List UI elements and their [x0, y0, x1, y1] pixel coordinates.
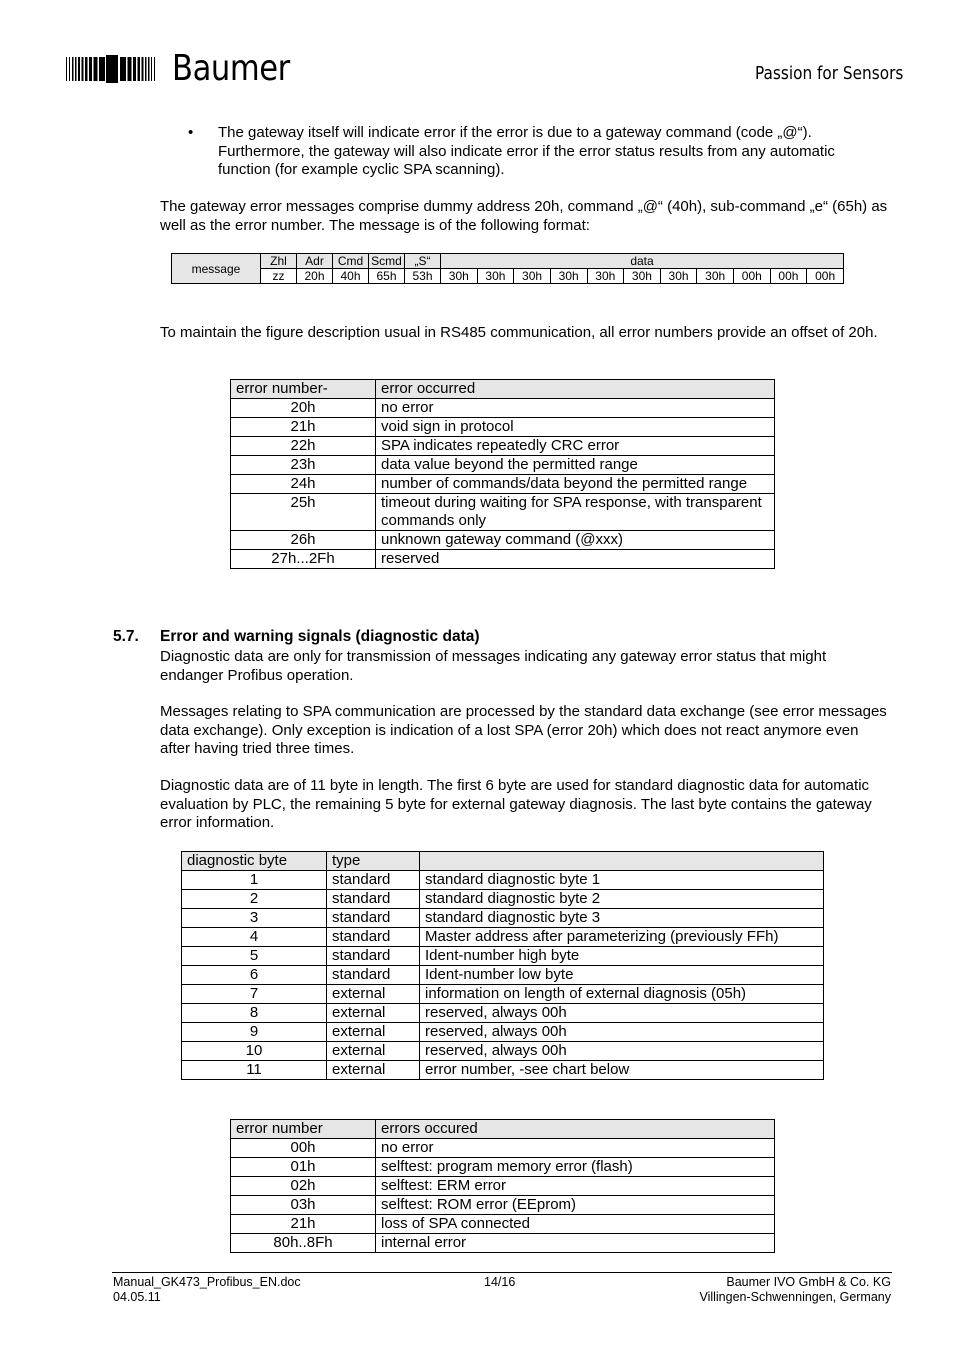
format-value: 30h [624, 269, 661, 284]
table-cell: reserved, always 00h [420, 1004, 824, 1023]
table-cell: standard [327, 890, 420, 909]
table-cell: 80h..8Fh [231, 1234, 376, 1253]
format-value: 30h [550, 269, 587, 284]
format-value: 53h [405, 269, 441, 284]
offset-paragraph: To maintain the figure description usual in RS485 communication, all error numbers provide an offset of 20h. [160, 324, 878, 341]
table-cell: internal error [376, 1234, 775, 1253]
table-header: error occurred [376, 380, 775, 399]
table-cell: 1 [182, 871, 327, 890]
table-cell: external [327, 1004, 420, 1023]
table-cell: 21h [231, 418, 376, 437]
table-cell: 25h [231, 494, 376, 531]
table-cell: data value beyond the permitted range [376, 456, 775, 475]
table-row [182, 909, 824, 928]
error-table-2 [230, 1119, 775, 1253]
table-cell: 27h...2Fh [231, 550, 376, 569]
table-cell: external [327, 1061, 420, 1080]
table-row [231, 494, 775, 531]
table-cell: selftest: program memory error (flash) [376, 1158, 775, 1177]
format-header: Zhl [261, 254, 297, 269]
table-cell: no error [376, 1139, 775, 1158]
table-cell: 21h [231, 1215, 376, 1234]
diagnostic-table [181, 851, 824, 1080]
format-value: 00h [807, 269, 844, 284]
format-value: 30h [477, 269, 514, 284]
format-header: „S“ [405, 254, 441, 269]
section-paragraph-1: Diagnostic data are only for transmission of messages indicating any gateway error status that might endanger Profibus operation. [160, 648, 827, 684]
table-row [182, 928, 824, 947]
table-cell: 3 [182, 909, 327, 928]
format-value: 30h [441, 269, 478, 284]
table-cell: 20h [231, 399, 376, 418]
footer-doc: Manual_GK473_Profibus_EN.doc [113, 1275, 301, 1289]
table-row [231, 418, 775, 437]
format-header-data: data [441, 254, 844, 269]
table-cell: 11 [182, 1061, 327, 1080]
table-cell: unknown gateway command (@xxx) [376, 531, 775, 550]
table-header: errors occured [376, 1120, 775, 1139]
table-row [182, 1061, 824, 1080]
footer-date: 04.05.11 [113, 1290, 161, 1304]
table-cell: error number, -see chart below [420, 1061, 824, 1080]
table-row [231, 1177, 775, 1196]
table-cell: Ident-number high byte [420, 947, 824, 966]
table-row [231, 399, 775, 418]
table-cell: standard diagnostic byte 1 [420, 871, 824, 890]
table-cell: 22h [231, 437, 376, 456]
table-cell: information on length of external diagnosis (05h) [420, 985, 824, 1004]
table-cell: 01h [231, 1158, 376, 1177]
section-paragraph-2: Messages relating to SPA communication are processed by the standard data exchange (see error messages data exchange). Only exception is indication of a lost SPA (error 20h) which does not react anymore even after having tried three times. [160, 703, 887, 757]
table-row [182, 1023, 824, 1042]
table-cell: selftest: ERM error [376, 1177, 775, 1196]
table-row [231, 437, 775, 456]
table-row [182, 985, 824, 1004]
format-header: Adr [297, 254, 333, 269]
table-cell: standard [327, 871, 420, 890]
format-header: Scmd [369, 254, 405, 269]
table-row [182, 871, 824, 890]
table-cell: 2 [182, 890, 327, 909]
table-header: error number [231, 1120, 376, 1139]
table-cell: external [327, 1023, 420, 1042]
table-header: diagnostic byte [182, 852, 327, 871]
brand-name: Baumer [172, 48, 290, 89]
table-cell: 03h [231, 1196, 376, 1215]
section-title: Error and warning signals (diagnostic data) [160, 628, 480, 645]
table-cell: SPA indicates repeatedly CRC error [376, 437, 775, 456]
table-cell: 7 [182, 985, 327, 1004]
table-cell: standard [327, 928, 420, 947]
section-number: 5.7. [113, 628, 139, 645]
footer-page: 14/16 [484, 1275, 516, 1289]
table-row [231, 1158, 775, 1177]
intro-paragraph: The gateway error messages comprise dummy address 20h, command „@“ (40h), sub-command „e“ (65h) as well as the error number. The message is of the following format: [160, 198, 888, 234]
table-cell: standard [327, 947, 420, 966]
footer-location: Villingen-Schwenningen, Germany [699, 1290, 891, 1304]
table-cell: 9 [182, 1023, 327, 1042]
table-header: type [327, 852, 420, 871]
format-value: 40h [333, 269, 369, 284]
table-row [182, 947, 824, 966]
format-value: zz [261, 269, 297, 284]
table-cell: standard [327, 909, 420, 928]
table-cell: external [327, 985, 420, 1004]
table-cell: standard diagnostic byte 2 [420, 890, 824, 909]
table-row [182, 966, 824, 985]
table-cell: loss of SPA connected [376, 1215, 775, 1234]
table-cell: 8 [182, 1004, 327, 1023]
format-value: 00h [734, 269, 771, 284]
table-cell: 26h [231, 531, 376, 550]
format-value: 30h [697, 269, 734, 284]
table-header [420, 852, 824, 871]
bullet-icon: • [188, 124, 194, 141]
table-row [231, 1196, 775, 1215]
table-cell: Ident-number low byte [420, 966, 824, 985]
table-cell: external [327, 1042, 420, 1061]
table-cell: 10 [182, 1042, 327, 1061]
table-row [231, 550, 775, 569]
section-paragraph-3: Diagnostic data are of 11 byte in length. The first 6 byte are used for standard diagnostic data for automatic evaluation by PLC, the remaining 5 byte for external gateway diagnosis. The last byte contains the gateway error information. [160, 777, 872, 831]
table-cell: 4 [182, 928, 327, 947]
table-cell: reserved, always 00h [420, 1023, 824, 1042]
table-cell: number of commands/data beyond the permitted range [376, 475, 775, 494]
format-value: 65h [369, 269, 405, 284]
tagline: Passion for Sensors [755, 63, 904, 84]
intro-bullet: The gateway itself will indicate error if the error is due to a gateway command (code „@“). Furthermore, the gateway will also indicate error if the error status results from any automatic function (for example cyclic SPA scanning). [218, 124, 835, 178]
format-value: 00h [770, 269, 807, 284]
table-cell: standard diagnostic byte 3 [420, 909, 824, 928]
table-row [231, 1139, 775, 1158]
format-value: 30h [660, 269, 697, 284]
baumer-logo-icon [66, 55, 158, 83]
table-row [182, 1004, 824, 1023]
table-cell: 5 [182, 947, 327, 966]
format-header: Cmd [333, 254, 369, 269]
error-table-1 [230, 379, 775, 569]
table-cell: 02h [231, 1177, 376, 1196]
table-row [231, 1234, 775, 1253]
table-cell: 24h [231, 475, 376, 494]
message-format-table [171, 253, 844, 284]
table-cell: Master address after parameterizing (previously FFh) [420, 928, 824, 947]
table-row [231, 475, 775, 494]
table-row [231, 1215, 775, 1234]
table-cell: 23h [231, 456, 376, 475]
format-value: 20h [297, 269, 333, 284]
footer-company: Baumer IVO GmbH & Co. KG [726, 1275, 891, 1289]
table-row [182, 890, 824, 909]
format-value: 30h [587, 269, 624, 284]
table-cell: reserved [376, 550, 775, 569]
format-label: message [172, 254, 261, 284]
table-row [231, 456, 775, 475]
table-cell: selftest: ROM error (EEprom) [376, 1196, 775, 1215]
table-cell: 00h [231, 1139, 376, 1158]
table-cell: standard [327, 966, 420, 985]
table-cell: 6 [182, 966, 327, 985]
table-row [182, 1042, 824, 1061]
table-header: error number- [231, 380, 376, 399]
format-value: 30h [514, 269, 551, 284]
table-cell: void sign in protocol [376, 418, 775, 437]
table-row [231, 531, 775, 550]
table-cell: reserved, always 00h [420, 1042, 824, 1061]
table-cell: timeout during waiting for SPA response, with transparent commands only [376, 494, 775, 531]
footer-divider [112, 1272, 892, 1273]
table-cell: no error [376, 399, 775, 418]
